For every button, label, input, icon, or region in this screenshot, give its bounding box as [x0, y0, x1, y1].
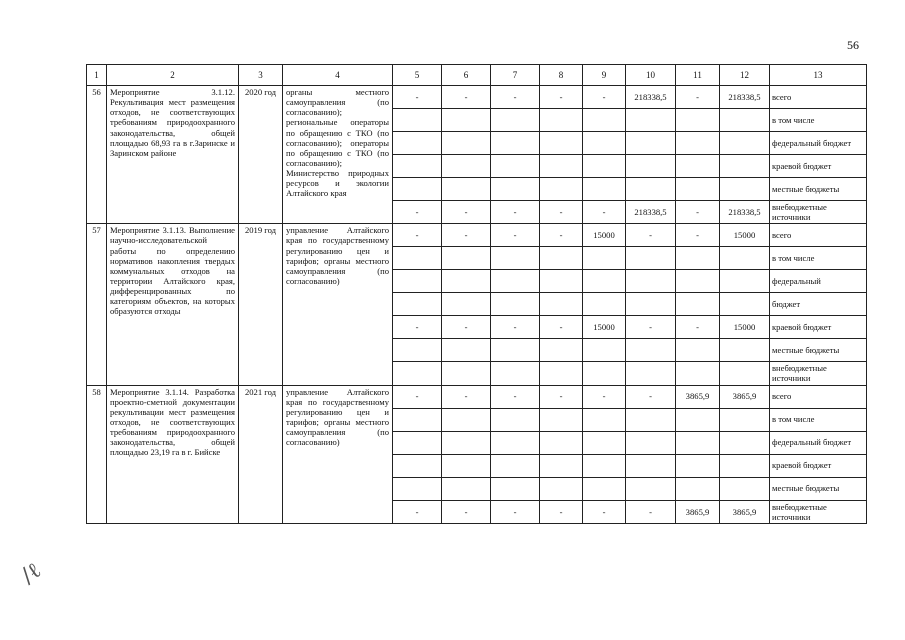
measure-name: Мероприятие 3.1.13. Выполнение научно-исследовательской работы по определению нормативов накопления твердых коммунальных отходов на территории Алтайского края, дифференцированных по категориям объектов, на которых образуются отходы — [107, 224, 239, 385]
amount-cell — [676, 293, 720, 316]
amount-cell: - — [442, 86, 491, 109]
amount-cell — [393, 408, 442, 431]
amount-cell: 218338,5 — [626, 86, 676, 109]
column-header: 1 — [87, 65, 107, 86]
funding-source: в том числе — [770, 109, 867, 132]
amount-cell: - — [583, 385, 626, 408]
amount-cell — [540, 431, 583, 454]
amount-cell — [720, 431, 770, 454]
amount-cell — [491, 270, 540, 293]
amount-cell — [393, 454, 442, 477]
amount-cell — [720, 477, 770, 500]
funding-source: в том числе — [770, 408, 867, 431]
amount-cell — [540, 155, 583, 178]
amount-cell: - — [583, 201, 626, 224]
funding-source: федеральный — [770, 270, 867, 293]
amount-cell — [393, 339, 442, 362]
amount-cell — [491, 477, 540, 500]
amount-cell — [626, 293, 676, 316]
amount-cell — [720, 178, 770, 201]
funding-source: в том числе — [770, 247, 867, 270]
amount-cell: - — [491, 86, 540, 109]
funding-source: местные бюджеты — [770, 339, 867, 362]
amount-cell — [583, 155, 626, 178]
amount-cell: - — [676, 316, 720, 339]
amount-cell — [442, 270, 491, 293]
measure-name: Мероприятие 3.1.12. Рекультивация мест размещения отходов, не соответствующих требованиям природоохранного законодательства, общей площадью 68,93 га в г.Заринске и Заринском районе — [107, 86, 239, 224]
amount-cell — [676, 339, 720, 362]
amount-cell — [676, 454, 720, 477]
amount-cell — [626, 155, 676, 178]
amount-cell — [676, 132, 720, 155]
amount-cell — [676, 247, 720, 270]
amount-cell — [393, 362, 442, 385]
amount-cell — [491, 293, 540, 316]
amount-cell — [626, 431, 676, 454]
amount-cell: 3865,9 — [720, 500, 770, 523]
amount-cell — [626, 477, 676, 500]
amount-cell — [676, 431, 720, 454]
amount-cell — [626, 270, 676, 293]
column-header: 10 — [626, 65, 676, 86]
amount-cell: - — [442, 385, 491, 408]
amount-cell: 218338,5 — [720, 86, 770, 109]
amount-cell: - — [676, 224, 720, 247]
amount-cell: - — [540, 86, 583, 109]
amount-cell — [720, 293, 770, 316]
amount-cell — [720, 408, 770, 431]
amount-cell — [626, 362, 676, 385]
amount-cell: - — [393, 500, 442, 523]
amount-cell — [720, 155, 770, 178]
amount-cell — [393, 109, 442, 132]
amount-cell: - — [491, 500, 540, 523]
amount-cell — [626, 454, 676, 477]
amount-cell: 3865,9 — [720, 385, 770, 408]
amount-cell — [442, 293, 491, 316]
amount-cell — [540, 408, 583, 431]
amount-cell — [393, 178, 442, 201]
amount-cell — [540, 454, 583, 477]
column-header: 12 — [720, 65, 770, 86]
amount-cell — [442, 109, 491, 132]
amount-cell — [491, 431, 540, 454]
row-number: 57 — [87, 224, 107, 385]
amount-cell — [393, 247, 442, 270]
amount-cell — [442, 454, 491, 477]
execution-year: 2019 год — [239, 224, 283, 385]
amount-cell: - — [583, 500, 626, 523]
funding-source: всего — [770, 224, 867, 247]
amount-cell — [626, 178, 676, 201]
funding-source: внебюджетные источники — [770, 500, 867, 523]
funding-source: местные бюджеты — [770, 178, 867, 201]
amount-cell — [720, 109, 770, 132]
amount-cell: - — [676, 201, 720, 224]
amount-cell — [442, 362, 491, 385]
amount-cell: - — [491, 224, 540, 247]
funding-source: всего — [770, 385, 867, 408]
amount-cell: - — [442, 201, 491, 224]
amount-cell — [626, 247, 676, 270]
table-row — [87, 224, 867, 247]
column-header: 7 — [491, 65, 540, 86]
amount-cell — [491, 339, 540, 362]
funding-source: краевой бюджет — [770, 454, 867, 477]
amount-cell — [393, 270, 442, 293]
amount-cell — [676, 270, 720, 293]
amount-cell — [720, 270, 770, 293]
amount-cell — [583, 408, 626, 431]
amount-cell — [583, 339, 626, 362]
amount-cell: - — [491, 316, 540, 339]
amount-cell — [676, 178, 720, 201]
amount-cell — [626, 339, 676, 362]
amount-cell: 3865,9 — [676, 500, 720, 523]
amount-cell — [583, 247, 626, 270]
amount-cell — [491, 132, 540, 155]
amount-cell — [393, 132, 442, 155]
column-header: 9 — [583, 65, 626, 86]
funding-source: всего — [770, 86, 867, 109]
amount-cell: 15000 — [720, 224, 770, 247]
program-measures-table — [86, 64, 867, 524]
amount-cell — [540, 178, 583, 201]
amount-cell: 218338,5 — [626, 201, 676, 224]
column-header: 13 — [770, 65, 867, 86]
amount-cell: 15000 — [583, 316, 626, 339]
amount-cell — [540, 109, 583, 132]
amount-cell: - — [626, 385, 676, 408]
amount-cell — [491, 454, 540, 477]
handwritten-signature-mark: ∕ℓ — [16, 558, 46, 589]
amount-cell: - — [491, 385, 540, 408]
amount-cell — [491, 408, 540, 431]
amount-cell — [491, 178, 540, 201]
measure-name: Мероприятие 3.1.14. Разработка проектно-сметной документации рекультивации мест размещения отходов, не соответствующих требованиям природоохранного законодательства, общей площадью 23,19 га в г. Бийске — [107, 385, 239, 523]
funding-source: бюджет — [770, 293, 867, 316]
amount-cell — [676, 408, 720, 431]
amount-cell — [583, 109, 626, 132]
amount-cell: 15000 — [720, 316, 770, 339]
funding-source: внебюджетные источники — [770, 201, 867, 224]
amount-cell: - — [540, 201, 583, 224]
amount-cell: - — [442, 500, 491, 523]
amount-cell — [393, 431, 442, 454]
amount-cell — [626, 408, 676, 431]
amount-cell — [583, 477, 626, 500]
amount-cell — [442, 247, 491, 270]
amount-cell — [720, 362, 770, 385]
amount-cell — [720, 339, 770, 362]
amount-cell — [540, 247, 583, 270]
amount-cell — [676, 362, 720, 385]
amount-cell — [540, 293, 583, 316]
amount-cell — [540, 339, 583, 362]
executors: управление Алтайского края по государственному регулированию цен и тарифов; органы местного самоуправления (по согласованию) — [283, 385, 393, 523]
funding-source: местные бюджеты — [770, 477, 867, 500]
amount-cell — [540, 132, 583, 155]
amount-cell — [442, 477, 491, 500]
amount-cell — [676, 477, 720, 500]
amount-cell — [583, 270, 626, 293]
amount-cell: - — [540, 500, 583, 523]
amount-cell — [583, 293, 626, 316]
column-header: 3 — [239, 65, 283, 86]
amount-cell — [676, 155, 720, 178]
amount-cell: - — [442, 316, 491, 339]
funding-source: внебюджетные источники — [770, 362, 867, 385]
amount-cell — [583, 431, 626, 454]
amount-cell — [583, 454, 626, 477]
column-header: 11 — [676, 65, 720, 86]
funding-source: федеральный бюджет — [770, 431, 867, 454]
amount-cell: - — [626, 316, 676, 339]
amount-cell — [491, 362, 540, 385]
amount-cell: 218338,5 — [720, 201, 770, 224]
amount-cell: - — [583, 86, 626, 109]
table-row — [87, 385, 867, 408]
amount-cell — [540, 362, 583, 385]
amount-cell — [442, 132, 491, 155]
execution-year: 2020 год — [239, 86, 283, 224]
amount-cell: - — [540, 385, 583, 408]
amount-cell: - — [393, 316, 442, 339]
amount-cell — [442, 155, 491, 178]
amount-cell — [583, 178, 626, 201]
column-header: 5 — [393, 65, 442, 86]
amount-cell — [393, 155, 442, 178]
execution-year: 2021 год — [239, 385, 283, 523]
amount-cell: 15000 — [583, 224, 626, 247]
amount-cell — [626, 109, 676, 132]
row-number: 58 — [87, 385, 107, 523]
page-number: 56 — [847, 38, 859, 52]
amount-cell: - — [442, 224, 491, 247]
amount-cell: - — [540, 224, 583, 247]
executors: органы местного самоуправления (по согласованию); региональные операторы по обращению с ТКО (по согласованию); операторы по обращению с ТКО (по согласованию); Министерство природных ресурсов и экологии Алтайского края — [283, 86, 393, 224]
column-header: 4 — [283, 65, 393, 86]
amount-cell: - — [393, 86, 442, 109]
amount-cell: - — [540, 316, 583, 339]
column-header: 6 — [442, 65, 491, 86]
amount-cell — [491, 247, 540, 270]
amount-cell: - — [393, 385, 442, 408]
amount-cell — [626, 132, 676, 155]
amount-cell — [442, 339, 491, 362]
amount-cell — [720, 132, 770, 155]
executors: управление Алтайского края по государственному регулированию цен и тарифов; органы местного самоуправления (по согласованию) — [283, 224, 393, 385]
amount-cell — [540, 270, 583, 293]
amount-cell — [442, 178, 491, 201]
amount-cell — [491, 155, 540, 178]
amount-cell — [393, 477, 442, 500]
amount-cell — [393, 293, 442, 316]
amount-cell — [442, 431, 491, 454]
funding-source: федеральный бюджет — [770, 132, 867, 155]
amount-cell — [491, 109, 540, 132]
amount-cell: - — [676, 86, 720, 109]
amount-cell — [442, 408, 491, 431]
amount-cell: - — [626, 224, 676, 247]
amount-cell: 3865,9 — [676, 385, 720, 408]
funding-source: краевой бюджет — [770, 155, 867, 178]
amount-cell — [583, 362, 626, 385]
funding-source: краевой бюджет — [770, 316, 867, 339]
amount-cell — [720, 454, 770, 477]
column-header: 8 — [540, 65, 583, 86]
row-number: 56 — [87, 86, 107, 224]
amount-cell: - — [393, 224, 442, 247]
amount-cell — [720, 247, 770, 270]
amount-cell: - — [491, 201, 540, 224]
amount-cell — [583, 132, 626, 155]
amount-cell — [676, 109, 720, 132]
header-row — [87, 65, 867, 86]
amount-cell: - — [393, 201, 442, 224]
amount-cell — [540, 477, 583, 500]
table-row — [87, 86, 867, 109]
column-header: 2 — [107, 65, 239, 86]
amount-cell: - — [626, 500, 676, 523]
